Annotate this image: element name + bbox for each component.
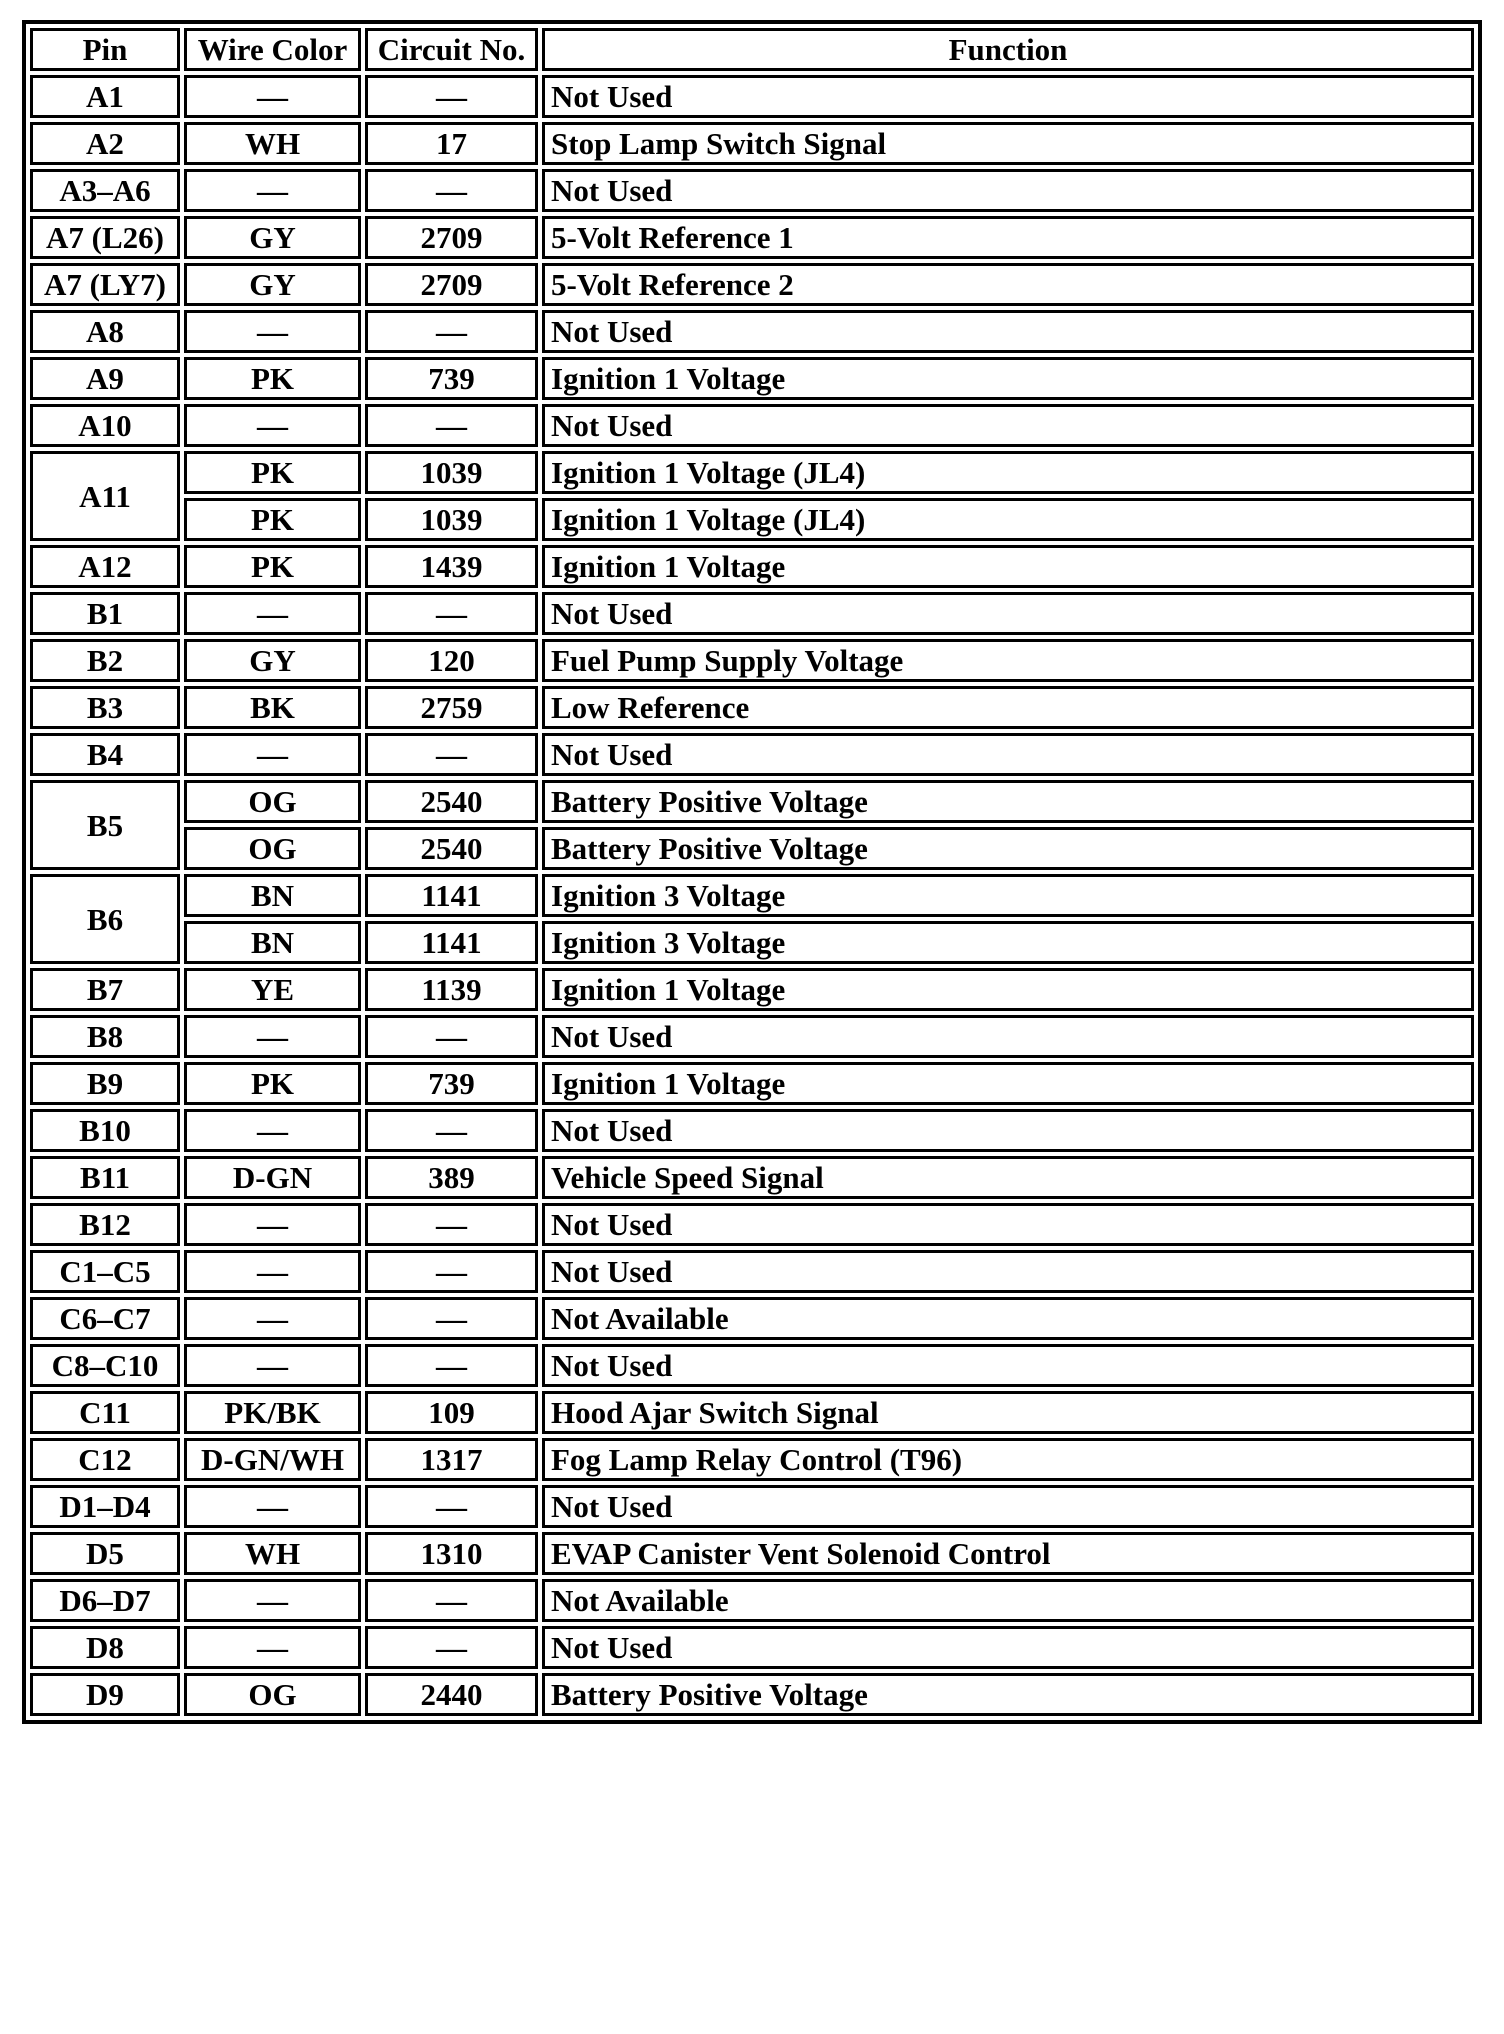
wire-color-cell: PK	[184, 498, 361, 541]
function-cell: Ignition 1 Voltage	[542, 1062, 1474, 1105]
circuit-no-cell: —	[365, 1344, 538, 1387]
circuit-no-cell: 120	[365, 639, 538, 682]
wire-color-cell: GY	[184, 639, 361, 682]
wire-color-cell: BN	[184, 874, 361, 917]
function-cell: Not Used	[542, 1485, 1474, 1528]
wire-color-cell: —	[184, 1297, 361, 1340]
circuit-no-cell: 2709	[365, 216, 538, 259]
circuit-no-cell: 1039	[365, 451, 538, 494]
function-cell: Not Used	[542, 404, 1474, 447]
pin-cell: B3	[30, 686, 180, 729]
table-row	[30, 1391, 1474, 1434]
connector-pinout-table-frame	[22, 20, 1482, 1724]
pin-cell: A8	[30, 310, 180, 353]
function-cell: 5-Volt Reference 1	[542, 216, 1474, 259]
table-row	[30, 1250, 1474, 1293]
wire-color-cell: PK	[184, 1062, 361, 1105]
circuit-no-cell: —	[365, 592, 538, 635]
pin-cell: B5	[30, 780, 180, 870]
wire-color-cell: PK	[184, 451, 361, 494]
wire-color-cell: —	[184, 1344, 361, 1387]
function-cell: Ignition 1 Voltage (JL4)	[542, 451, 1474, 494]
circuit-no-cell: 2540	[365, 827, 538, 870]
pin-cell: D8	[30, 1626, 180, 1669]
wire-color-cell: —	[184, 733, 361, 776]
table-row	[30, 1344, 1474, 1387]
pin-cell: A7 (L26)	[30, 216, 180, 259]
pin-cell: A10	[30, 404, 180, 447]
table-row	[30, 545, 1474, 588]
circuit-no-cell: 1039	[365, 498, 538, 541]
circuit-no-cell: 1141	[365, 921, 538, 964]
wire-color-cell: OG	[184, 780, 361, 823]
function-cell: Battery Positive Voltage	[542, 827, 1474, 870]
pin-cell: B10	[30, 1109, 180, 1152]
circuit-no-cell: 1317	[365, 1438, 538, 1481]
function-cell: Ignition 3 Voltage	[542, 874, 1474, 917]
wire-color-cell: GY	[184, 216, 361, 259]
wire-color-cell: —	[184, 169, 361, 212]
function-cell: Hood Ajar Switch Signal	[542, 1391, 1474, 1434]
function-cell: Not Used	[542, 1109, 1474, 1152]
function-cell: Not Used	[542, 733, 1474, 776]
wire-color-cell: BN	[184, 921, 361, 964]
table-row	[30, 1532, 1474, 1575]
circuit-no-cell: —	[365, 1626, 538, 1669]
table-row	[30, 1485, 1474, 1528]
wire-color-cell: —	[184, 1015, 361, 1058]
table-row	[30, 686, 1474, 729]
wire-color-cell: —	[184, 404, 361, 447]
table-row	[30, 404, 1474, 447]
wire-color-cell: —	[184, 1203, 361, 1246]
circuit-no-cell: 1139	[365, 968, 538, 1011]
circuit-no-cell: 1141	[365, 874, 538, 917]
wire-color-cell: PK/BK	[184, 1391, 361, 1434]
circuit-no-cell: 2759	[365, 686, 538, 729]
function-cell: 5-Volt Reference 2	[542, 263, 1474, 306]
table-row	[30, 874, 1474, 917]
function-cell: Fog Lamp Relay Control (T96)	[542, 1438, 1474, 1481]
circuit-no-cell: —	[365, 1015, 538, 1058]
wire-color-cell: —	[184, 1579, 361, 1622]
pin-cell: B1	[30, 592, 180, 635]
pin-cell: B11	[30, 1156, 180, 1199]
function-cell: Not Used	[542, 1015, 1474, 1058]
circuit-no-cell: —	[365, 1485, 538, 1528]
wire-color-cell: BK	[184, 686, 361, 729]
circuit-no-cell: 109	[365, 1391, 538, 1434]
table-row	[30, 1203, 1474, 1246]
function-cell: Ignition 1 Voltage (JL4)	[542, 498, 1474, 541]
table-row	[30, 921, 1474, 964]
pin-cell: B6	[30, 874, 180, 964]
function-cell: Not Used	[542, 1626, 1474, 1669]
circuit-no-cell: 1439	[365, 545, 538, 588]
pin-cell: B4	[30, 733, 180, 776]
function-cell: Ignition 3 Voltage	[542, 921, 1474, 964]
wire-color-cell: YE	[184, 968, 361, 1011]
wire-color-cell: —	[184, 310, 361, 353]
circuit-no-cell: 389	[365, 1156, 538, 1199]
table-row	[30, 968, 1474, 1011]
function-cell: Not Used	[542, 592, 1474, 635]
circuit-no-cell: —	[365, 1297, 538, 1340]
table-row	[30, 498, 1474, 541]
pin-cell: B2	[30, 639, 180, 682]
pin-cell: C8–C10	[30, 1344, 180, 1387]
wire-color-cell: OG	[184, 827, 361, 870]
function-cell: Low Reference	[542, 686, 1474, 729]
wire-color-cell: —	[184, 1109, 361, 1152]
wire-color-cell: D-GN	[184, 1156, 361, 1199]
table-row	[30, 122, 1474, 165]
wire-color-cell: WH	[184, 122, 361, 165]
pin-cell: C6–C7	[30, 1297, 180, 1340]
circuit-no-cell: 2440	[365, 1673, 538, 1716]
table-row	[30, 310, 1474, 353]
pin-cell: B12	[30, 1203, 180, 1246]
table-row	[30, 1109, 1474, 1152]
pin-cell: C1–C5	[30, 1250, 180, 1293]
pin-cell: A7 (LY7)	[30, 263, 180, 306]
circuit-no-cell: —	[365, 169, 538, 212]
circuit-no-cell: —	[365, 1579, 538, 1622]
table-row	[30, 639, 1474, 682]
table-row	[30, 1626, 1474, 1669]
function-cell: Not Used	[542, 310, 1474, 353]
function-cell: EVAP Canister Vent Solenoid Control	[542, 1532, 1474, 1575]
table-row	[30, 216, 1474, 259]
function-cell: Not Available	[542, 1579, 1474, 1622]
table-row	[30, 592, 1474, 635]
circuit-no-cell: —	[365, 733, 538, 776]
circuit-no-cell: —	[365, 75, 538, 118]
wire-color-cell: OG	[184, 1673, 361, 1716]
function-cell: Not Used	[542, 75, 1474, 118]
table-row	[30, 1297, 1474, 1340]
table-row	[30, 733, 1474, 776]
header-row	[30, 28, 1474, 71]
pin-cell: D1–D4	[30, 1485, 180, 1528]
table-row	[30, 1015, 1474, 1058]
function-cell: Not Used	[542, 1344, 1474, 1387]
wire-color-cell: —	[184, 1250, 361, 1293]
circuit-no-cell: 739	[365, 357, 538, 400]
circuit-no-cell: —	[365, 1250, 538, 1293]
header-function: Function	[542, 28, 1474, 71]
pin-cell: B9	[30, 1062, 180, 1105]
table-row	[30, 1673, 1474, 1716]
table-row	[30, 1062, 1474, 1105]
circuit-no-cell: 2540	[365, 780, 538, 823]
function-cell: Ignition 1 Voltage	[542, 968, 1474, 1011]
table-row	[30, 1579, 1474, 1622]
pin-cell: D9	[30, 1673, 180, 1716]
circuit-no-cell: 739	[365, 1062, 538, 1105]
header-wire-color: Wire Color	[184, 28, 361, 71]
table-row	[30, 1156, 1474, 1199]
wire-color-cell: —	[184, 1626, 361, 1669]
table-row	[30, 451, 1474, 494]
wire-color-cell: —	[184, 592, 361, 635]
pin-cell: A11	[30, 451, 180, 541]
function-cell: Not Used	[542, 1250, 1474, 1293]
wire-color-cell: PK	[184, 357, 361, 400]
circuit-no-cell: 17	[365, 122, 538, 165]
circuit-no-cell: —	[365, 1109, 538, 1152]
table-row	[30, 1438, 1474, 1481]
table-body	[30, 75, 1474, 1716]
wire-color-cell: GY	[184, 263, 361, 306]
circuit-no-cell: —	[365, 1203, 538, 1246]
circuit-no-cell: 2709	[365, 263, 538, 306]
pin-cell: C12	[30, 1438, 180, 1481]
wire-color-cell: D-GN/WH	[184, 1438, 361, 1481]
connector-pinout-table	[26, 24, 1478, 1720]
circuit-no-cell: —	[365, 404, 538, 447]
header-circuit-no: Circuit No.	[365, 28, 538, 71]
wire-color-cell: —	[184, 1485, 361, 1528]
wire-color-cell: WH	[184, 1532, 361, 1575]
pin-cell: A2	[30, 122, 180, 165]
table-row	[30, 780, 1474, 823]
pin-cell: C11	[30, 1391, 180, 1434]
function-cell: Ignition 1 Voltage	[542, 357, 1474, 400]
function-cell: Ignition 1 Voltage	[542, 545, 1474, 588]
function-cell: Fuel Pump Supply Voltage	[542, 639, 1474, 682]
function-cell: Not Used	[542, 1203, 1474, 1246]
table-row	[30, 75, 1474, 118]
pin-cell: A3–A6	[30, 169, 180, 212]
function-cell: Not Available	[542, 1297, 1474, 1340]
circuit-no-cell: —	[365, 310, 538, 353]
function-cell: Battery Positive Voltage	[542, 780, 1474, 823]
wire-color-cell: PK	[184, 545, 361, 588]
header-pin: Pin	[30, 28, 180, 71]
pin-cell: D6–D7	[30, 1579, 180, 1622]
pin-cell: B8	[30, 1015, 180, 1058]
function-cell: Stop Lamp Switch Signal	[542, 122, 1474, 165]
table-row	[30, 357, 1474, 400]
function-cell: Not Used	[542, 169, 1474, 212]
table-row	[30, 827, 1474, 870]
table-row	[30, 263, 1474, 306]
table-row	[30, 169, 1474, 212]
function-cell: Vehicle Speed Signal	[542, 1156, 1474, 1199]
pin-cell: A1	[30, 75, 180, 118]
pin-cell: D5	[30, 1532, 180, 1575]
pin-cell: A9	[30, 357, 180, 400]
pin-cell: B7	[30, 968, 180, 1011]
circuit-no-cell: 1310	[365, 1532, 538, 1575]
pin-cell: A12	[30, 545, 180, 588]
function-cell: Battery Positive Voltage	[542, 1673, 1474, 1716]
wire-color-cell: —	[184, 75, 361, 118]
